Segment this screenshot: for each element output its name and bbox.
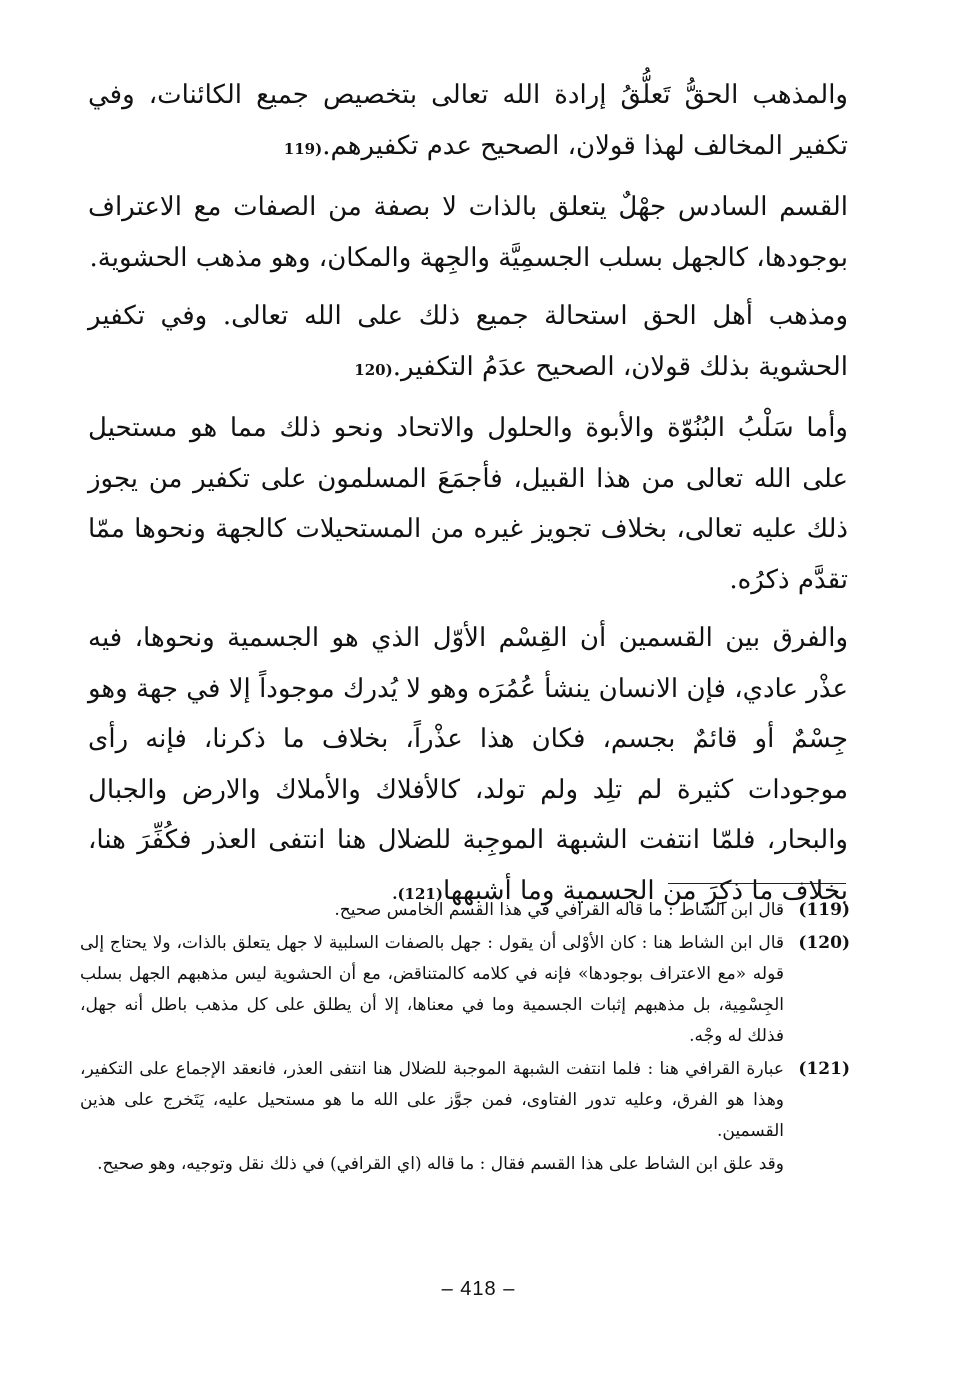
paragraph-4: وأما سَلْبُ البُنُوّة والأبوة والحلول والاتحاد ونحو ذلك مما هو مستحيل على الله تعالى من هذا القبيل، فأجمَعَ المسلمون على تكفير من يجوز ذلك عليه تعالى، بخلاف تجويز غيره من المستحيلات كالجهة ونحوها ممّا تقدَّم ذكرُه. bbox=[88, 413, 848, 595]
paragraph-1: والمذهب الحقُّ تَعلُّقُ إرادة الله تعالى بتخصيص جميع الكائنات، وفي تكفير المخالف لهذا قولان، الصحيح عدم تكفيرهم.(119 bbox=[88, 80, 848, 161]
main-text bbox=[88, 70, 848, 927]
footnote-121 bbox=[80, 1054, 850, 1147]
paragraph-2: القسم السادس جهْلٌ يتعلق بالذات لا بصفة من الصفات مع الاعتراف بوجودها، كالجهل بسلب الجسمِيَّة والجِهة والمكان، وهو مذهب الحشوية. bbox=[88, 192, 848, 273]
footnote-120 bbox=[80, 928, 850, 1052]
page-number: – 418 – bbox=[441, 1278, 516, 1300]
footnote-ref-119: (119 bbox=[283, 139, 323, 158]
footnote-ref-120: (120 bbox=[354, 360, 393, 379]
footnote-ref-121: (121). bbox=[392, 884, 443, 903]
paragraph-3: ومذهب أهل الحق استحالة جميع ذلك على الله تعالى. وفي تكفير الحشوية بذلك قولان، الصحيح عدَمُ التكفير.(120 bbox=[88, 301, 848, 382]
footnote-121-continuation: وقد علق ابن الشاط على هذا القسم فقال : ما قاله (اي القرافي) في ذلك نقل وتوجيه، وهو صحيح. bbox=[97, 1154, 784, 1174]
footnote-text: قال ابن الشاط : ما قاله القرافي في هذا القسم الخامس صحيح. bbox=[334, 900, 784, 920]
footnote-number: (119) bbox=[798, 900, 850, 920]
footnotes bbox=[80, 895, 850, 1180]
footnote-text: عبارة القرافي هنا : فلما انتفت الشبهة الموجبة للضلال هنا انتفى العذر، فانعقد الإجماع على التكفير، وهذا هو الفرق، وعليه تدور الفتاوى، فمن جوَّز على الله ما هو مستحيل عليه، يَتَخرج على هذين القسمين. bbox=[80, 1059, 784, 1141]
footnote-119 bbox=[80, 895, 850, 926]
footnote-number: (120) bbox=[798, 933, 850, 953]
paragraph-5: والفرق بين القسمين أن القِسْم الأوّل الذي هو الجسمية ونحوها، فيه عذْر عادي، فإن الانسان ينشأ عُمُرَه وهو لا يُدرك موجوداً إلا في جهة وهو جِسْمٌ أو قائمٌ بجسم، فكان هذا عذْراً، بخلاف ما ذكرنا، فإنه رأى موجودات كثيرة لم تلِد ولم تولد، كالأفلاك والأملاك والارض والجبال والبحار، فلمّا انتفت الشبهة الموجِبة للضلال هنا انتفى العذر فكُفِّرَ هنا، بخلاف ما ذكِرَ من الجسمية وما أشبهها(121). bbox=[88, 623, 848, 906]
footnote-separator bbox=[668, 883, 846, 884]
footnote-text: قال ابن الشاط هنا : كان الأوْلى أن يقول : جهل بالصفات السلبية لا جهل يتعلق بالذات، ولا يحتاج إلى قوله «مع الاعتراف بوجودها» فإنه في كلامه كالمتناقض، مع أن الحشوية ليس مذهبهم الجهل بسلب الجِسْمِية، بل مذهبهم إثبات الجسمية وما في معناها، إلا أن يطلق على كل مذهب باطل أنه جهل، فذلك له وجْه. bbox=[80, 933, 784, 1046]
footnote-number: (121) bbox=[798, 1059, 850, 1079]
